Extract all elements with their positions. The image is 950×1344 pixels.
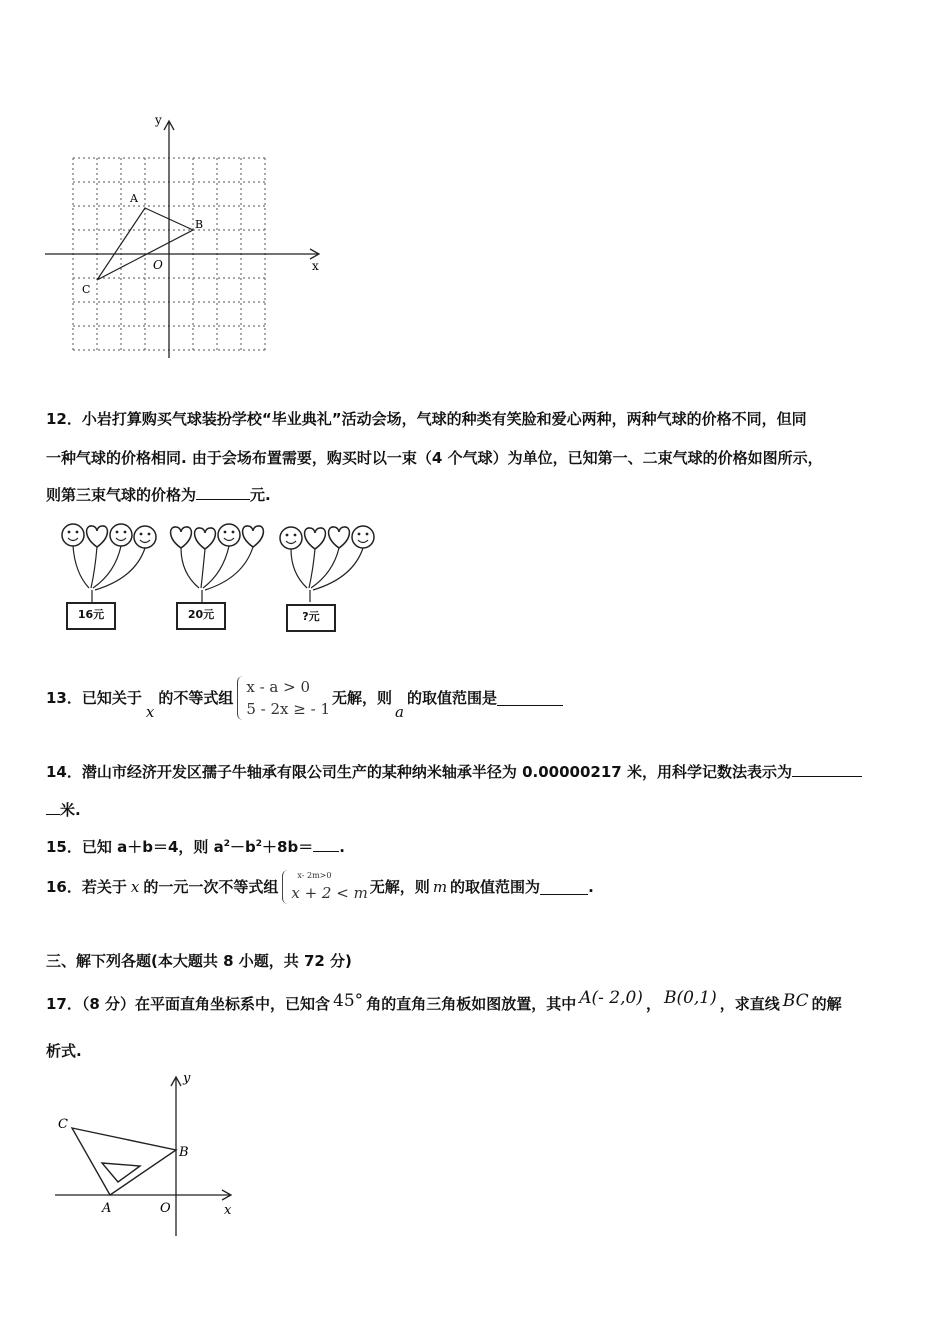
- price-tag-bunch-2: 20元: [176, 602, 226, 630]
- q13-mid: 的不等式组: [158, 689, 234, 707]
- q14-line1: [46, 761, 862, 783]
- q17-line1: [46, 985, 842, 1017]
- price-tag-bunch-1: 16元: [66, 602, 116, 630]
- point-b-label: B: [179, 1145, 189, 1160]
- q15-mid: －b: [230, 838, 256, 856]
- q16-end: .: [588, 878, 594, 896]
- q16-inequality-system: [282, 870, 367, 904]
- balloon-bunch-1: [62, 524, 156, 602]
- q13-prefix: 13．已知关于: [46, 689, 142, 707]
- q13-ineq1: x - a > 0: [246, 678, 311, 696]
- point-a-label: A: [102, 1201, 112, 1216]
- q13-ineq2: 5 - 2x ≥ - 1: [246, 700, 330, 718]
- q15-question: [46, 833, 345, 858]
- q17-line-bc: BC: [782, 991, 809, 1011]
- triangle-ruler-figure: [50, 1068, 250, 1243]
- q17-sep: ，: [645, 995, 661, 1013]
- point-a-label: A: [130, 192, 138, 205]
- q16-ineq2: x + 2 < m: [291, 884, 368, 902]
- q17-point-b: B(0,1): [663, 988, 717, 1008]
- answer-blank-q13[interactable]: [497, 691, 563, 706]
- q14-line2: [46, 799, 81, 821]
- answer-blank-q14-cont[interactable]: [46, 800, 60, 815]
- triangle-ruler: [72, 1128, 176, 1195]
- section-3-title: 三、解下列各题(本大题共 8 小题，共 72 分): [46, 952, 352, 970]
- q16-prefix: 16．若关于: [46, 878, 127, 896]
- price-tag-bunch-3: ?元: [286, 604, 336, 632]
- point-c-label: C: [58, 1117, 68, 1132]
- origin-label: O: [160, 1201, 171, 1216]
- x-axis-label: x: [224, 1203, 232, 1218]
- q13-question: [46, 676, 563, 723]
- q16-ineq1: x- 2m>0: [297, 871, 332, 880]
- q15-sup1: 2: [223, 839, 231, 849]
- q14-text: 14．潜山市经济开发区孺子牛轴承有限公司生产的某种纳米轴承半径为 0.00000217 米，用科学记数法表示为: [46, 763, 792, 781]
- q13-var-a: a: [395, 702, 404, 721]
- q13-var-x: x: [145, 702, 155, 721]
- axes: [45, 121, 319, 358]
- q16-suffix: 的取值范围为: [450, 878, 541, 896]
- answer-blank-q14[interactable]: [792, 762, 862, 777]
- q13-after: 无解，则: [332, 689, 393, 707]
- q16-mid: 的一元一次不等式组: [143, 878, 279, 896]
- q12-line2: 一种气球的价格相同. 由于会场布置需要，购买时以一束（4 个气球）为单位，已知第一、二束气球的价格如图所示，: [46, 449, 823, 467]
- q15-prefix: 15．已知 a＋b＝4，则 a: [46, 838, 224, 856]
- balloon-bunch-2: [171, 524, 264, 602]
- q12-line3-prefix: 则第三束气球的价格为: [46, 486, 197, 504]
- q16-var-m: m: [432, 878, 448, 896]
- q15-end: .: [339, 838, 345, 856]
- answer-blank-q16[interactable]: [540, 880, 588, 895]
- y-axis-label: y: [183, 1071, 191, 1086]
- q17-prefix: 17．（8 分）在平面直角坐标系中，已知含: [46, 995, 331, 1013]
- q17-angle: 45°: [333, 991, 364, 1011]
- origin-label: O: [153, 258, 163, 272]
- q15-tail: ＋8b＝: [262, 838, 314, 856]
- q17-after: ，求直线: [719, 995, 780, 1013]
- q14-line2-suffix: 米.: [60, 801, 81, 819]
- q17-suffix: 的解: [811, 995, 842, 1013]
- q17-point-a: A(- 2,0): [579, 988, 643, 1008]
- q12-line3: [46, 484, 271, 506]
- q13-suffix: 的取值范围是: [406, 689, 497, 707]
- q17-line2: 析式.: [46, 1042, 82, 1060]
- x-axis-label: x: [312, 259, 319, 273]
- q12-line3-suffix: 元.: [250, 486, 271, 504]
- axes: [55, 1077, 231, 1236]
- q16-var-x: x: [130, 878, 140, 896]
- answer-blank-q15[interactable]: [313, 837, 339, 852]
- q16-after: 无解，则: [369, 878, 430, 896]
- q17-mid: 角的直角三角板如图放置，其中: [366, 995, 577, 1013]
- q12-line1: 12．小岩打算购买气球装扮学校“毕业典礼”活动会场，气球的种类有笑脸和爱心两种，两种气球的价格不同，但同: [46, 410, 807, 428]
- answer-blank-q12[interactable]: [196, 485, 250, 500]
- q16-question: [46, 870, 594, 904]
- q15-sup2: 2: [255, 839, 263, 849]
- point-b-label: B: [195, 218, 204, 231]
- grid-triangle-figure: [40, 110, 330, 360]
- y-axis-label: y: [155, 113, 162, 127]
- q13-inequality-system: [237, 676, 330, 720]
- point-c-label: C: [82, 283, 91, 296]
- balloon-bunch-3: [280, 526, 374, 602]
